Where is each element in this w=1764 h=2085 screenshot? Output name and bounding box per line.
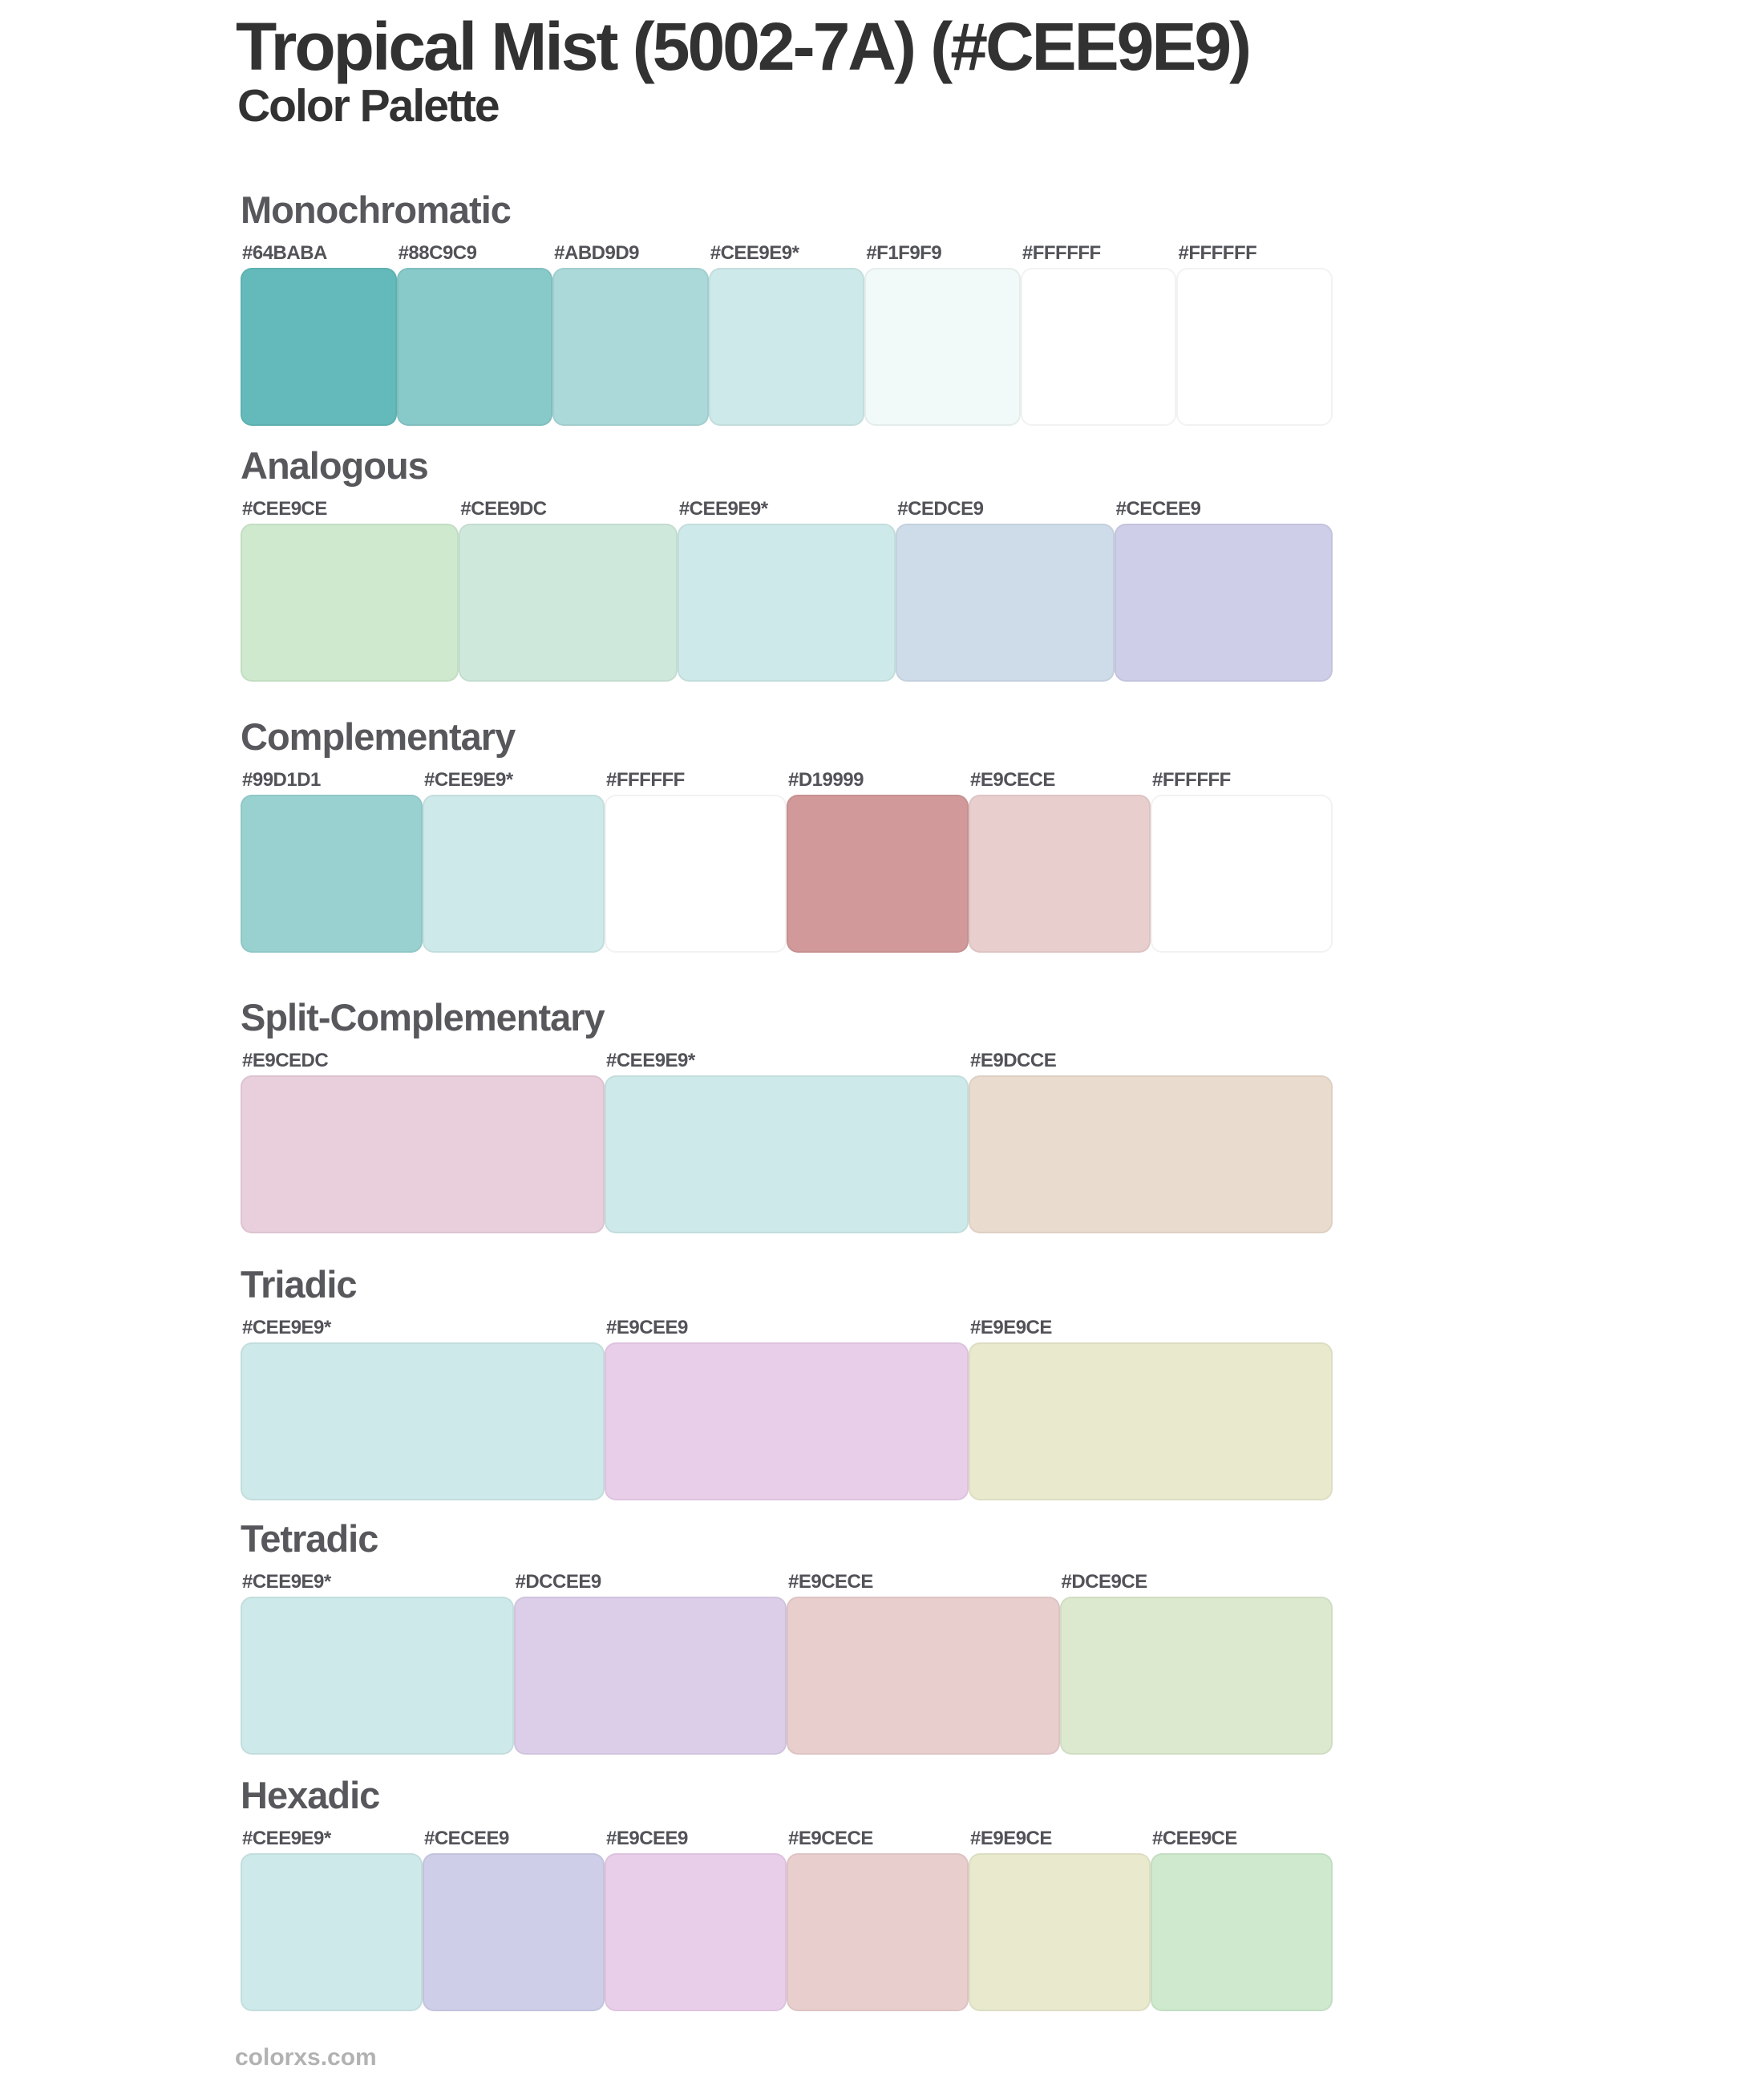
color-swatch[interactable] [1151,795,1333,953]
color-swatch-base[interactable] [709,268,865,426]
swatch-hex-label: #D19999 [788,769,864,791]
color-swatch[interactable] [605,1342,969,1500]
swatch-hex-label: #DCCEE9 [515,1571,601,1593]
color-swatch-base[interactable] [241,1342,605,1500]
swatch-row [241,1316,1333,1500]
swatch-hex-label: #FFFFFF [1152,769,1231,791]
swatch-hex-label: #E9CECE [970,769,1055,791]
color-swatch[interactable] [787,1597,1060,1755]
swatch-cell [241,1827,423,2011]
swatch-hex-label: #CECEE9 [1115,498,1201,520]
color-swatch-base[interactable] [678,524,896,682]
swatch-cell [864,241,1021,426]
swatch-row [241,1049,1333,1233]
color-swatch[interactable] [1151,1853,1333,2011]
swatch-cell [969,768,1151,953]
swatch-hex-label: #E9CEDC [242,1050,329,1071]
swatch-hex-label: #E9CEE9 [606,1317,688,1338]
swatch-cell [678,497,896,682]
section-hexadic [241,1774,1333,2011]
color-swatch[interactable] [969,1853,1151,2011]
color-swatch[interactable] [397,268,553,426]
color-swatch[interactable] [864,268,1021,426]
swatch-cell [423,1827,605,2011]
swatch-cell [1021,241,1177,426]
swatch-cell [787,1570,1060,1755]
swatch-hex-label: #64BABA [242,242,327,264]
swatch-cell [605,1316,969,1500]
swatch-cell [241,768,423,953]
color-swatch[interactable] [241,795,423,953]
section-title: Monochromatic [241,188,511,231]
swatch-cell [241,497,459,682]
swatch-hex-label: #E9CECE [788,1571,873,1593]
swatch-hex-label-base: #CEE9E9* [606,1050,695,1071]
section-complementary [241,715,1333,953]
swatch-cell [605,1827,787,2011]
color-swatch[interactable] [605,1853,787,2011]
page-title: Tropical Mist (5002-7A) (#CEE9E9) [236,9,1250,84]
swatch-hex-label: #FFFFFF [1178,242,1257,264]
swatch-cell [1151,1827,1333,2011]
swatch-cell [605,768,787,953]
swatch-hex-label: #E9E9CE [970,1317,1052,1338]
swatch-cell [397,241,553,426]
swatch-hex-label: #CECEE9 [424,1828,509,1849]
swatch-cell [1060,1570,1333,1755]
section-triadic [241,1263,1333,1500]
color-swatch-base[interactable] [241,1853,423,2011]
swatch-hex-label: #DCE9CE [1061,1571,1147,1593]
section-title: Complementary [241,715,516,758]
color-swatch[interactable] [514,1597,787,1755]
color-swatch[interactable] [241,268,397,426]
swatch-cell [241,1316,605,1500]
color-swatch[interactable] [423,1853,605,2011]
swatch-cell [1115,497,1333,682]
swatch-hex-label-base: #CEE9E9* [710,242,799,264]
swatch-cell [787,768,969,953]
swatch-row [241,768,1333,953]
color-swatch[interactable] [787,795,969,953]
color-swatch-base[interactable] [605,1075,969,1233]
swatch-hex-label: #E9CECE [788,1828,873,1849]
color-swatch[interactable] [969,1075,1333,1233]
swatch-hex-label-base: #CEE9E9* [424,769,513,791]
color-swatch[interactable] [1115,524,1333,682]
swatch-cell [605,1049,969,1233]
swatch-cell [787,1827,969,2011]
color-swatch-base[interactable] [423,795,605,953]
swatch-hex-label: #E9DCCE [970,1050,1057,1071]
swatch-hex-label: #FFFFFF [606,769,685,791]
swatch-hex-label: #E9E9CE [970,1828,1052,1849]
swatch-cell [1176,241,1333,426]
color-swatch[interactable] [896,524,1114,682]
swatch-cell [241,241,397,426]
swatch-hex-label: #CEDCE9 [897,498,984,520]
color-swatch[interactable] [459,524,677,682]
swatch-cell [459,497,677,682]
swatch-hex-label: #FFFFFF [1022,242,1101,264]
swatch-row [241,1570,1333,1755]
swatch-hex-label: #ABD9D9 [554,242,640,264]
footer-site-link[interactable]: colorxs.com [235,2044,377,2071]
section-analogous [241,444,1333,682]
page-subtitle: Color Palette [237,80,499,132]
swatch-hex-label: #E9CEE9 [606,1828,688,1849]
swatch-cell [514,1570,787,1755]
section-title: Tetradic [241,1517,378,1560]
swatch-hex-label-base: #CEE9E9* [242,1317,331,1338]
color-swatch[interactable] [1021,268,1177,426]
swatch-hex-label: #CEE9CE [1152,1828,1237,1849]
section-title: Analogous [241,444,428,487]
swatch-hex-label-base: #CEE9E9* [678,498,768,520]
color-swatch[interactable] [787,1853,969,2011]
color-swatch[interactable] [1060,1597,1333,1755]
swatch-cell [552,241,709,426]
swatch-hex-label: #CEE9CE [242,498,327,520]
swatch-cell [969,1049,1333,1233]
swatch-cell [1151,768,1333,953]
swatch-hex-label: #F1F9F9 [866,242,942,264]
color-swatch[interactable] [241,1075,605,1233]
swatch-hex-label: #99D1D1 [242,769,321,791]
section-tetradic [241,1517,1333,1755]
color-swatch[interactable] [1176,268,1333,426]
swatch-hex-label: #CEE9DC [460,498,547,520]
color-swatch[interactable] [605,795,787,953]
swatch-cell [241,1570,514,1755]
swatch-cell [896,497,1114,682]
color-swatch[interactable] [241,524,459,682]
swatch-cell [969,1827,1151,2011]
swatch-cell [423,768,605,953]
swatch-cell [241,1049,605,1233]
color-swatch[interactable] [969,1342,1333,1500]
section-monochromatic [241,188,1333,426]
swatch-hex-label-base: #CEE9E9* [242,1571,331,1593]
color-swatch-base[interactable] [241,1597,514,1755]
swatch-cell [709,241,865,426]
section-split-complementary [241,996,1333,1233]
section-title: Hexadic [241,1774,380,1816]
color-swatch[interactable] [552,268,709,426]
swatch-row [241,1827,1333,2011]
section-title: Triadic [241,1263,357,1306]
section-title: Split-Complementary [241,996,605,1038]
color-swatch[interactable] [969,795,1151,953]
swatch-cell [969,1316,1333,1500]
swatch-hex-label: #88C9C9 [398,242,477,264]
swatch-row [241,241,1333,426]
swatch-hex-label-base: #CEE9E9* [242,1828,331,1849]
swatch-row [241,497,1333,682]
